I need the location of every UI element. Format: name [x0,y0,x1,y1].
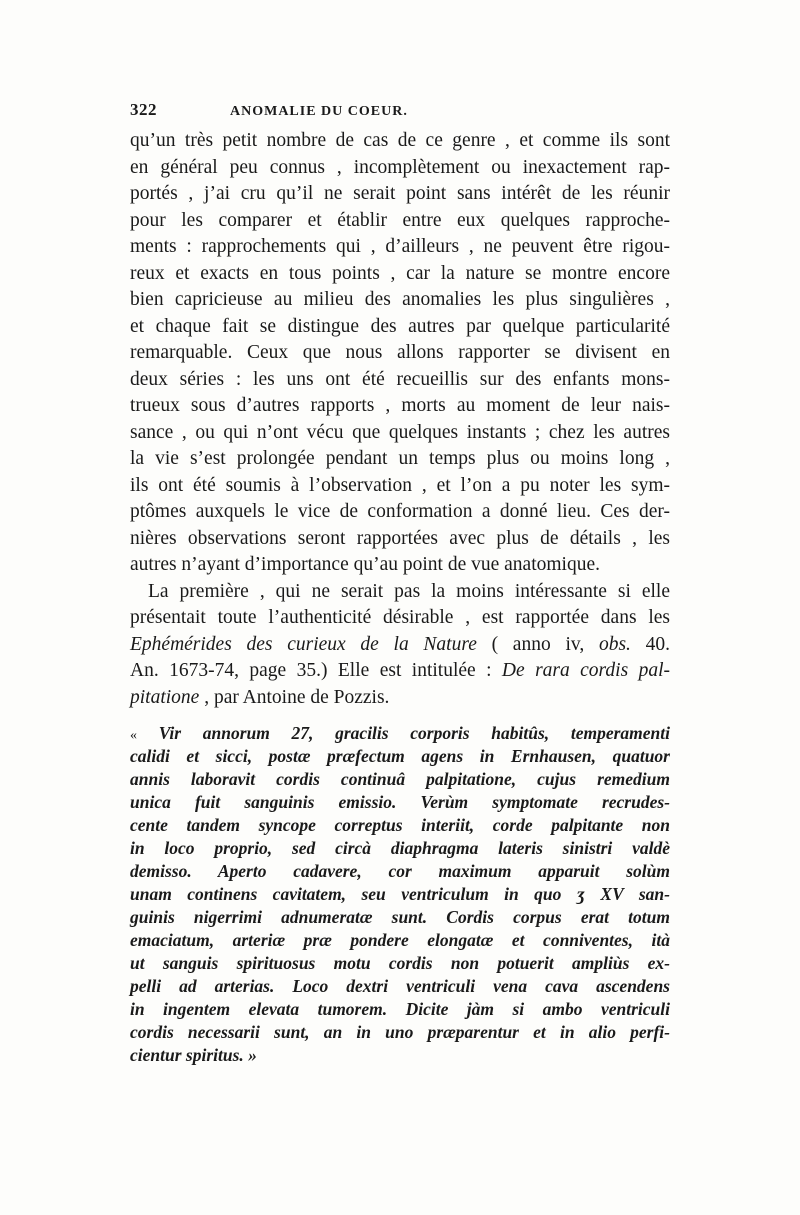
quote-line [130,722,670,745]
quote-line: guinis nigerrimi adnumeratæ sunt. Cordis corpus erat totum [130,907,670,927]
citation-obs: obs. [598,633,631,655]
text-line: autres n’ayant d’importance qu’au point de vue anatomique. [130,554,600,575]
quote-line: calidi et sicci, postæ præfectum agens in Ernhausen, quatuor [130,746,670,766]
quote-line: cientur spiritus. » [130,1045,257,1065]
quote-line: demisso. Aperto cadavere, cor maximum apparuit solùm [130,861,670,881]
text-line [130,632,670,659]
work-title: De rara cordis pal- [501,660,671,681]
running-title: ANOMALIE DU COEUR. [230,104,408,119]
quote-line: in loco proprio, sed circà diaphragma lateris sinistri valdè [130,838,670,858]
main-text [130,128,670,711]
citation-text: An. 1673-74, page 35.) Elle est intitulée : [130,660,502,681]
text-line: portés , j’ai cru qu’il ne serait point sans intérêt de les réunir [130,183,670,204]
work-title: pitatione [130,686,200,708]
text-line: bien capricieuse au milieu des anomalies les plus singulières , [130,289,670,310]
citation-text: , [579,633,599,655]
text-line: la vie s’est prolongée pendant un temps plus ou moins long , [130,448,670,469]
quote-line: unam continens cavitatem, seu ventriculum in quo ʒ XV san- [130,884,670,904]
journal-title: Ephémérides des curieux de la Nature [130,633,477,655]
text-line [130,658,670,685]
quote-line: emaciatum, arteriæ præ pondere elongatæ et conniventes, ità [130,930,670,950]
text-line: ptômes auxquels le vice de conformation a donné lieu. Ces der- [130,501,670,522]
latin-quotation [130,722,670,1067]
text-line: deux séries : les uns ont été recueillis sur des enfants mons- [130,368,670,390]
quote-line: cordis necessarii sunt, an in uno præparentur et in alio perfi- [130,1022,670,1042]
quote-line: cente tandem syncope correptus interiit, corde palpitante non [130,815,670,835]
text-line: remarquable. Ceux que nous allons rapporter se divisent en [130,342,670,363]
citation-text: ( anno [476,633,566,655]
citation-volume: iv [565,633,580,655]
opening-quote-mark: « [130,728,137,743]
text-line: ils ont été soumis à l’observation , et l’on a pu noter les sym- [130,474,670,496]
text-line: présentait toute l’authenticité désirable , est rapportée dans les [130,607,670,628]
text-line: ments : rapprochements qui , d’ailleurs , ne peuvent être rigou- [130,236,670,257]
text-line: pour les comparer et établir entre eux quelques rapproche- [130,209,670,231]
text-line: et chaque fait se distingue des autres par quelque particularité [130,315,670,337]
text-line: sance , ou qui n’ont vécu que quelques instants ; chez les autres [130,421,670,443]
quote-line-text: Vir annorum 27, gracilis corporis habitûs, temperamenti [158,723,670,743]
text-line: trueux sous d’autres rapports , morts au moment de leur nais- [130,395,670,416]
text-line [130,685,670,712]
text-line: qu’un très petit nombre de cas de ce genre , et comme ils sont [130,130,670,151]
text-line: en général peu connus , incomplètement ou inexactement rap- [130,156,670,178]
author-attribution: , par Antoine de Pozzis. [199,686,390,708]
quote-line: unica fuit sanguinis emissio. Verùm symptomate recrudes- [130,792,670,812]
quote-line: in ingentem elevata tumorem. Dicite jàm si ambo ventriculi [130,999,670,1019]
text-line: reux et exacts en tous points , car la nature se montre encore [130,262,670,284]
text-line: La première , qui ne serait pas la moins intéressante si elle [148,580,670,602]
quote-line: pelli ad arterias. Loco dextri ventriculi vena cava ascendens [130,976,670,996]
citation-text: 40. [630,633,670,655]
running-head [130,100,670,126]
quote-line: ut sanguis spirituosus motu cordis non potuerit ampliùs ex- [130,953,670,973]
text-line: nières observations seront rapportées avec plus de détails , les [130,527,670,549]
page-number: 322 [130,100,157,119]
quote-line: annis laboravit cordis continuâ palpitatione, cujus remedium [130,769,670,789]
